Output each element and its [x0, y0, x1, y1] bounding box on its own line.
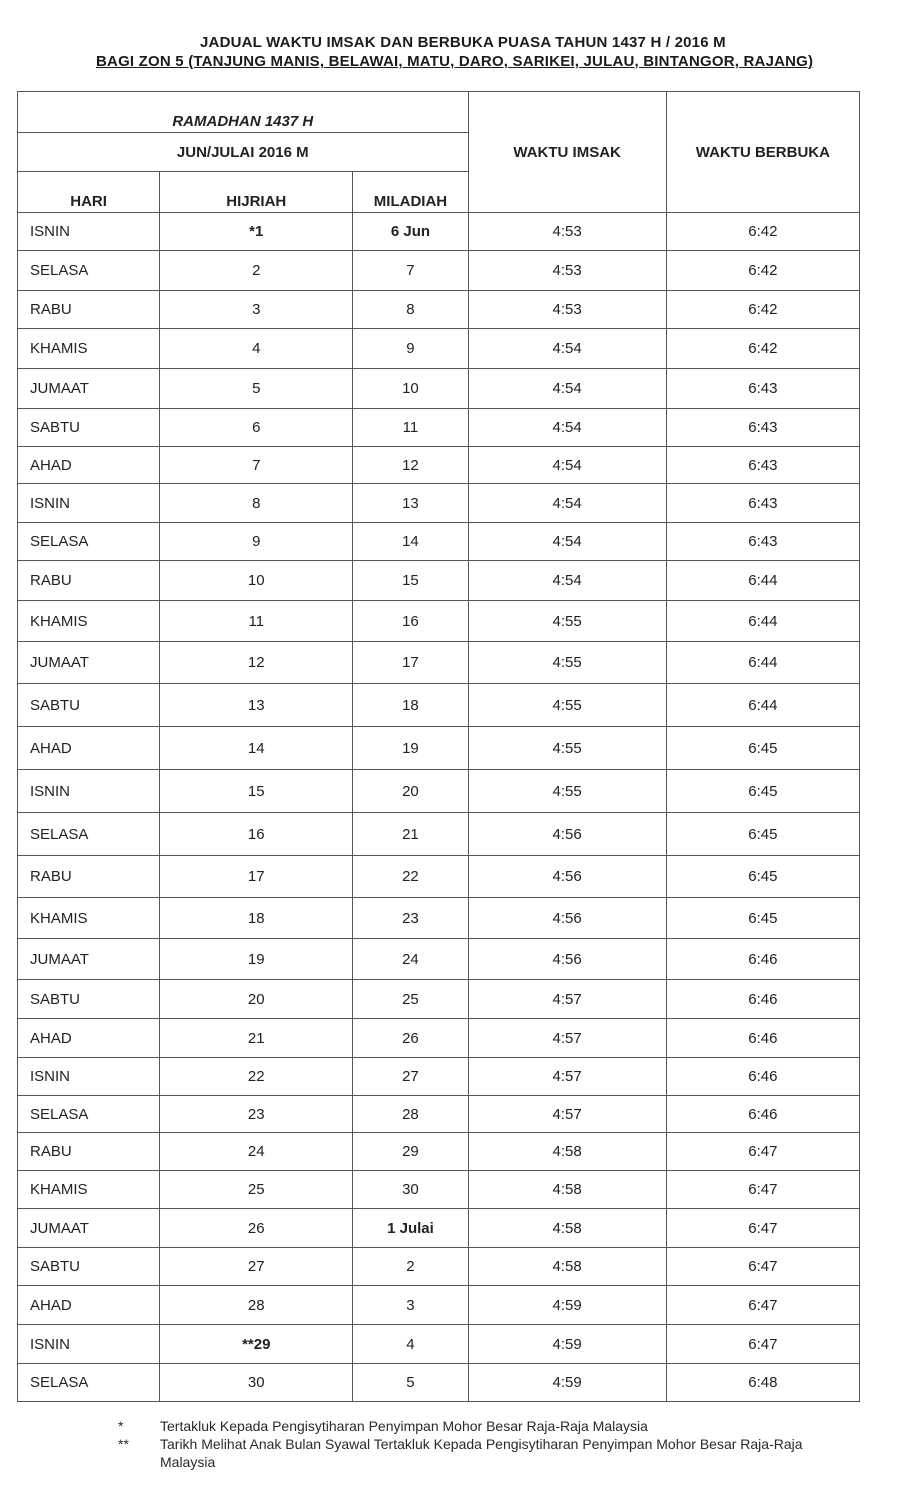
- cell-miladiah: 19: [353, 727, 468, 770]
- cell-hari: SABTU: [18, 684, 160, 727]
- table-row: [18, 1096, 860, 1133]
- table-row: [18, 561, 860, 601]
- table-row: [18, 770, 860, 813]
- cell-imsak: 4:56: [468, 813, 666, 856]
- cell-miladiah: 23: [353, 898, 468, 939]
- cell-berbuka: 6:45: [666, 856, 859, 898]
- cell-imsak: 4:53: [468, 213, 666, 251]
- cell-hijriah: 27: [160, 1248, 353, 1286]
- header-month: JUN/JULAI 2016 M: [18, 133, 469, 172]
- cell-hari: SELASA: [18, 1096, 160, 1133]
- footnote-2: [118, 1435, 860, 1471]
- cell-imsak: 4:54: [468, 561, 666, 601]
- cell-miladiah: 13: [353, 484, 468, 523]
- table-row: [18, 1286, 860, 1325]
- cell-hijriah: 8: [160, 484, 353, 523]
- cell-hijriah: 11: [160, 601, 353, 642]
- cell-hijriah: 10: [160, 561, 353, 601]
- cell-hijriah: 15: [160, 770, 353, 813]
- cell-hari: AHAD: [18, 1286, 160, 1325]
- cell-hari: JUMAAT: [18, 369, 160, 409]
- table-row: [18, 856, 860, 898]
- table-row: [18, 980, 860, 1019]
- table-row: [18, 1325, 860, 1364]
- cell-hijriah: 14: [160, 727, 353, 770]
- schedule-rows: [18, 213, 860, 1402]
- cell-miladiah: 12: [353, 447, 468, 484]
- cell-miladiah: 26: [353, 1019, 468, 1058]
- cell-imsak: 4:58: [468, 1209, 666, 1248]
- cell-hijriah: 4: [160, 329, 353, 369]
- cell-hari: ISNIN: [18, 770, 160, 813]
- cell-miladiah: 20: [353, 770, 468, 813]
- footnote-mark: *: [118, 1418, 124, 1434]
- cell-miladiah: 24: [353, 939, 468, 980]
- table-row: [18, 291, 860, 329]
- cell-miladiah: 4: [353, 1325, 468, 1364]
- cell-hijriah: **29: [160, 1325, 353, 1364]
- cell-berbuka: 6:46: [666, 980, 859, 1019]
- cell-berbuka: 6:47: [666, 1325, 859, 1364]
- cell-miladiah: 30: [353, 1171, 468, 1209]
- cell-hijriah: 28: [160, 1286, 353, 1325]
- table-row: [18, 447, 860, 484]
- cell-berbuka: 6:45: [666, 727, 859, 770]
- cell-miladiah: 10: [353, 369, 468, 409]
- header-imsak: WAKTU IMSAK: [468, 92, 666, 213]
- cell-hijriah: *1: [160, 213, 353, 251]
- cell-hari: KHAMIS: [18, 898, 160, 939]
- cell-imsak: 4:57: [468, 980, 666, 1019]
- cell-berbuka: 6:42: [666, 213, 859, 251]
- footnote-text: Tarikh Melihat Anak Bulan Syawal Tertakluk Kepada Pengisytiharan Penyimpan Mohor Besar Raja-Raja Malaysia: [160, 1436, 803, 1470]
- cell-imsak: 4:58: [468, 1248, 666, 1286]
- cell-hari: AHAD: [18, 1019, 160, 1058]
- cell-hari: SABTU: [18, 1248, 160, 1286]
- header-miladiah: MILADIAH: [353, 172, 468, 213]
- cell-hari: AHAD: [18, 727, 160, 770]
- cell-imsak: 4:57: [468, 1058, 666, 1096]
- table-row: [18, 1133, 860, 1171]
- cell-imsak: 4:57: [468, 1096, 666, 1133]
- cell-hijriah: 19: [160, 939, 353, 980]
- cell-imsak: 4:54: [468, 329, 666, 369]
- cell-miladiah: 15: [353, 561, 468, 601]
- cell-miladiah: 29: [353, 1133, 468, 1171]
- cell-hijriah: 2: [160, 251, 353, 291]
- cell-hijriah: 22: [160, 1058, 353, 1096]
- cell-hijriah: 7: [160, 447, 353, 484]
- cell-berbuka: 6:42: [666, 329, 859, 369]
- cell-imsak: 4:54: [468, 523, 666, 561]
- cell-miladiah: 16: [353, 601, 468, 642]
- cell-hijriah: 20: [160, 980, 353, 1019]
- cell-miladiah: 7: [353, 251, 468, 291]
- header-hijriah: HIJRIAH: [160, 172, 353, 213]
- cell-hijriah: 12: [160, 642, 353, 684]
- cell-miladiah: 14: [353, 523, 468, 561]
- cell-hijriah: 25: [160, 1171, 353, 1209]
- cell-imsak: 4:54: [468, 447, 666, 484]
- cell-miladiah: 1 Julai: [353, 1209, 468, 1248]
- cell-imsak: 4:53: [468, 291, 666, 329]
- cell-imsak: 4:55: [468, 727, 666, 770]
- cell-hari: RABU: [18, 856, 160, 898]
- cell-imsak: 4:57: [468, 1019, 666, 1058]
- cell-hari: SELASA: [18, 251, 160, 291]
- table-row: [18, 1019, 860, 1058]
- cell-hijriah: 9: [160, 523, 353, 561]
- cell-hijriah: 13: [160, 684, 353, 727]
- cell-berbuka: 6:44: [666, 684, 859, 727]
- cell-berbuka: 6:43: [666, 523, 859, 561]
- table-row: [18, 898, 860, 939]
- table-row: [18, 369, 860, 409]
- cell-hari: SELASA: [18, 813, 160, 856]
- cell-berbuka: 6:47: [666, 1209, 859, 1248]
- cell-berbuka: 6:44: [666, 642, 859, 684]
- cell-miladiah: 11: [353, 409, 468, 447]
- table-row: [18, 642, 860, 684]
- cell-hari: ISNIN: [18, 213, 160, 251]
- table-row: [18, 1058, 860, 1096]
- cell-miladiah: 18: [353, 684, 468, 727]
- cell-imsak: 4:53: [468, 251, 666, 291]
- cell-miladiah: 6 Jun: [353, 213, 468, 251]
- cell-hari: ISNIN: [18, 1058, 160, 1096]
- cell-hari: KHAMIS: [18, 1171, 160, 1209]
- table-row: [18, 213, 860, 251]
- cell-berbuka: 6:45: [666, 770, 859, 813]
- cell-hijriah: 30: [160, 1364, 353, 1402]
- cell-miladiah: 22: [353, 856, 468, 898]
- cell-imsak: 4:54: [468, 484, 666, 523]
- cell-miladiah: 21: [353, 813, 468, 856]
- cell-hijriah: 24: [160, 1133, 353, 1171]
- header-hari: HARI: [18, 172, 160, 213]
- table-row: [18, 813, 860, 856]
- cell-berbuka: 6:44: [666, 561, 859, 601]
- cell-hijriah: 16: [160, 813, 353, 856]
- cell-hari: KHAMIS: [18, 601, 160, 642]
- cell-imsak: 4:59: [468, 1325, 666, 1364]
- table-row: [18, 601, 860, 642]
- cell-miladiah: 27: [353, 1058, 468, 1096]
- schedule-table: [17, 91, 860, 1402]
- cell-miladiah: 8: [353, 291, 468, 329]
- cell-berbuka: 6:46: [666, 1058, 859, 1096]
- cell-imsak: 4:56: [468, 939, 666, 980]
- cell-berbuka: 6:46: [666, 1096, 859, 1133]
- cell-imsak: 4:56: [468, 856, 666, 898]
- header-ramadhan: RAMADHAN 1437 H: [18, 92, 469, 133]
- cell-berbuka: 6:42: [666, 291, 859, 329]
- cell-miladiah: 17: [353, 642, 468, 684]
- cell-berbuka: 6:43: [666, 369, 859, 409]
- table-row: [18, 523, 860, 561]
- cell-hari: JUMAAT: [18, 1209, 160, 1248]
- cell-miladiah: 9: [353, 329, 468, 369]
- cell-berbuka: 6:47: [666, 1248, 859, 1286]
- header-berbuka: WAKTU BERBUKA: [666, 92, 859, 213]
- table-row: [18, 1209, 860, 1248]
- cell-imsak: 4:55: [468, 601, 666, 642]
- table-row: [18, 939, 860, 980]
- cell-miladiah: 5: [353, 1364, 468, 1402]
- cell-hari: SELASA: [18, 523, 160, 561]
- cell-berbuka: 6:43: [666, 447, 859, 484]
- cell-berbuka: 6:46: [666, 939, 859, 980]
- footnote-mark: **: [118, 1436, 129, 1452]
- cell-miladiah: 2: [353, 1248, 468, 1286]
- cell-hari: JUMAAT: [18, 939, 160, 980]
- cell-berbuka: 6:43: [666, 409, 859, 447]
- cell-hari: SELASA: [18, 1364, 160, 1402]
- cell-hijriah: 3: [160, 291, 353, 329]
- cell-berbuka: 6:48: [666, 1364, 859, 1402]
- cell-hijriah: 21: [160, 1019, 353, 1058]
- cell-hijriah: 17: [160, 856, 353, 898]
- cell-hari: ISNIN: [18, 1325, 160, 1364]
- table-row: [18, 409, 860, 447]
- cell-hijriah: 26: [160, 1209, 353, 1248]
- cell-berbuka: 6:47: [666, 1133, 859, 1171]
- cell-hari: RABU: [18, 561, 160, 601]
- table-row: [18, 1364, 860, 1402]
- cell-imsak: 4:58: [468, 1133, 666, 1171]
- page-title: JADUAL WAKTU IMSAK DAN BERBUKA PUASA TAHUN 1437 H / 2016 M: [200, 34, 726, 51]
- table-row: [18, 1171, 860, 1209]
- cell-hari: KHAMIS: [18, 329, 160, 369]
- footnote-1: [118, 1417, 860, 1435]
- table-row: [18, 1248, 860, 1286]
- footnotes: [118, 1417, 860, 1471]
- cell-berbuka: 6:45: [666, 898, 859, 939]
- cell-imsak: 4:54: [468, 369, 666, 409]
- cell-imsak: 4:54: [468, 409, 666, 447]
- table-row: [18, 727, 860, 770]
- cell-berbuka: 6:42: [666, 251, 859, 291]
- cell-imsak: 4:58: [468, 1171, 666, 1209]
- page-subtitle: BAGI ZON 5 (TANJUNG MANIS, BELAWAI, MATU, DARO, SARIKEI, JULAU, BINTANGOR, RAJANG): [96, 53, 814, 70]
- cell-imsak: 4:55: [468, 770, 666, 813]
- cell-hijriah: 5: [160, 369, 353, 409]
- cell-hari: SABTU: [18, 409, 160, 447]
- cell-imsak: 4:55: [468, 642, 666, 684]
- cell-hijriah: 6: [160, 409, 353, 447]
- cell-hari: SABTU: [18, 980, 160, 1019]
- cell-imsak: 4:55: [468, 684, 666, 727]
- cell-hari: ISNIN: [18, 484, 160, 523]
- cell-imsak: 4:59: [468, 1286, 666, 1325]
- cell-hijriah: 23: [160, 1096, 353, 1133]
- cell-berbuka: 6:47: [666, 1171, 859, 1209]
- cell-hari: AHAD: [18, 447, 160, 484]
- table-row: [18, 329, 860, 369]
- cell-miladiah: 3: [353, 1286, 468, 1325]
- cell-berbuka: 6:46: [666, 1019, 859, 1058]
- table-row: [18, 251, 860, 291]
- cell-hari: RABU: [18, 291, 160, 329]
- cell-hari: JUMAAT: [18, 642, 160, 684]
- cell-imsak: 4:56: [468, 898, 666, 939]
- cell-hari: RABU: [18, 1133, 160, 1171]
- cell-hijriah: 18: [160, 898, 353, 939]
- footnote-text: Tertakluk Kepada Pengisytiharan Penyimpan Mohor Besar Raja-Raja Malaysia: [160, 1418, 648, 1434]
- cell-miladiah: 28: [353, 1096, 468, 1133]
- table-row: [18, 684, 860, 727]
- cell-berbuka: 6:43: [666, 484, 859, 523]
- table-row: [18, 484, 860, 523]
- cell-berbuka: 6:44: [666, 601, 859, 642]
- cell-berbuka: 6:47: [666, 1286, 859, 1325]
- cell-berbuka: 6:45: [666, 813, 859, 856]
- cell-miladiah: 25: [353, 980, 468, 1019]
- cell-imsak: 4:59: [468, 1364, 666, 1402]
